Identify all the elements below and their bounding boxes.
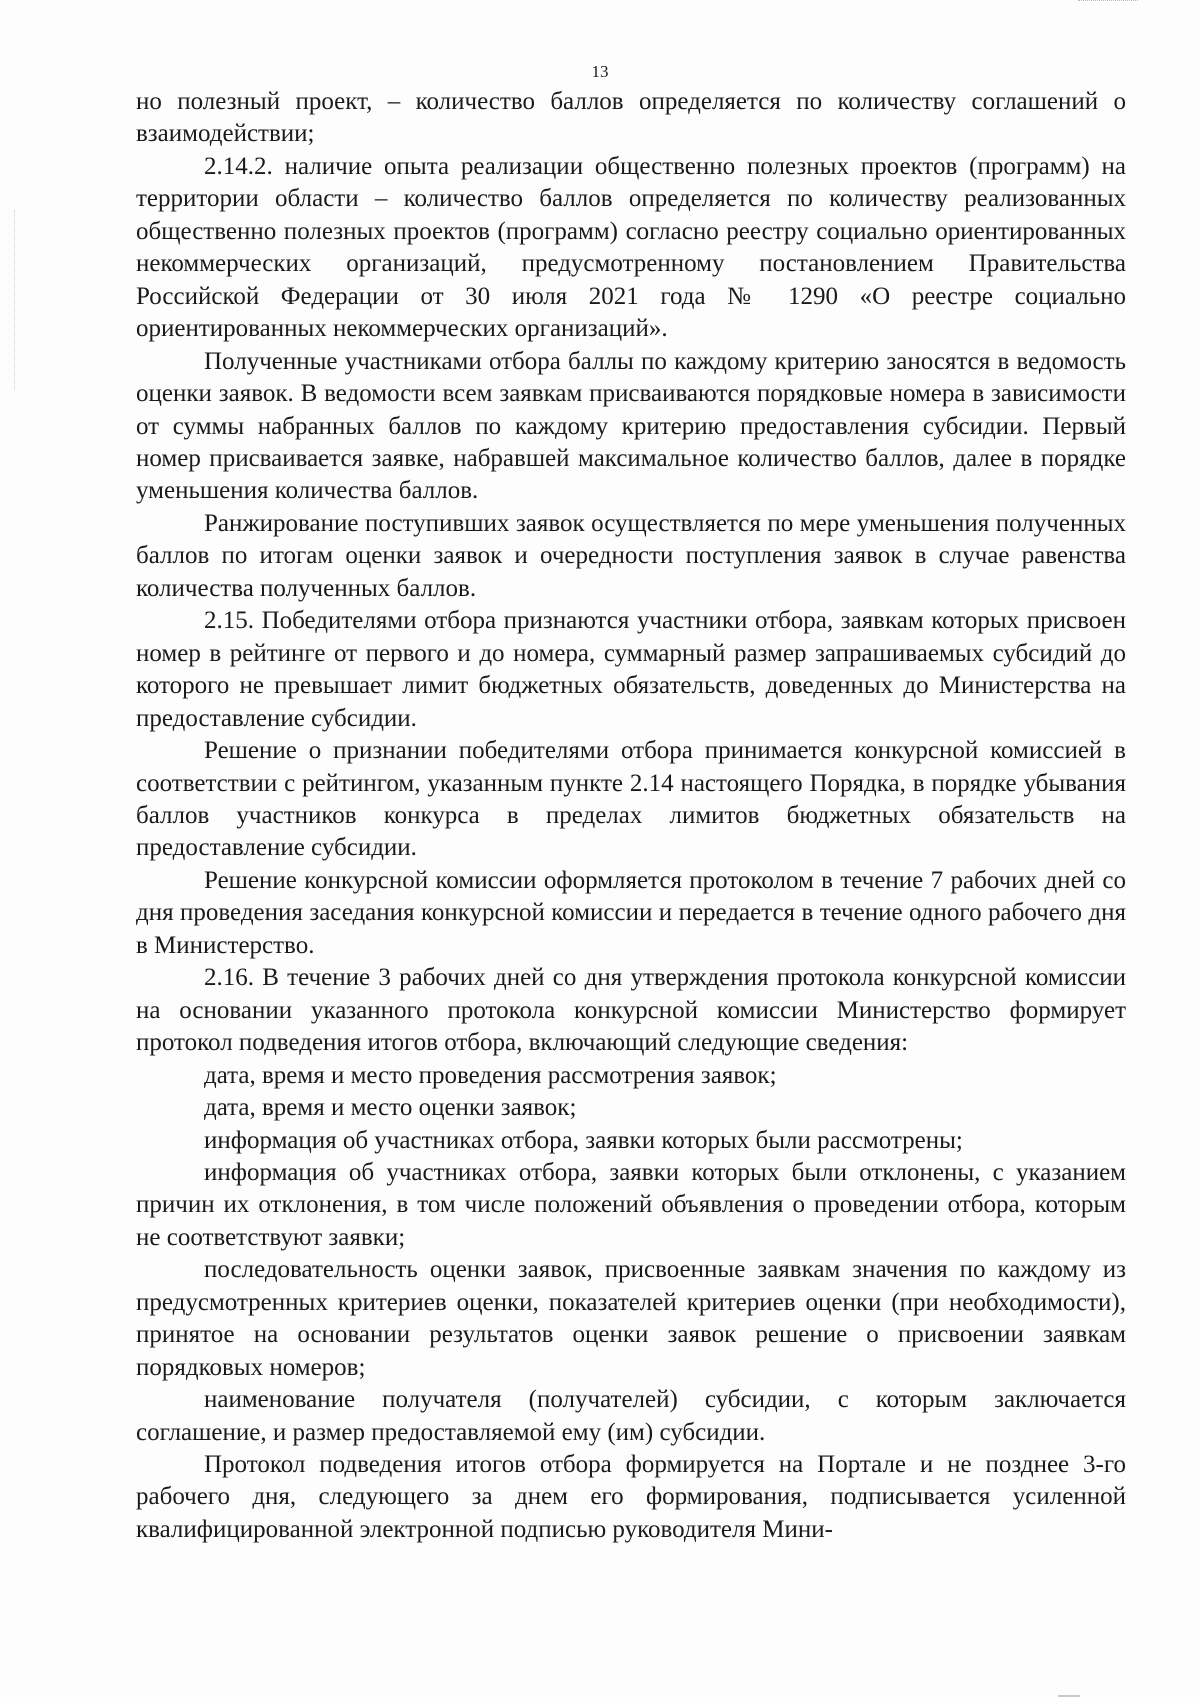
list-item-evaluation-date: дата, время и место оценки заявок;: [204, 1094, 577, 1122]
paragraph-continuation: но полезный проект, – количество баллов определяется по количеству соглашений о взаимодействии;: [136, 88, 1126, 148]
list-item-review-date: дата, время и место проведения рассмотрения заявок;: [204, 1061, 777, 1089]
paragraph-ranking: Ранжирование поступивших заявок осуществляется по мере уменьшения полученных баллов по итогам оценки заявок и очередности поступления заявок в случае равенства количества полученных баллов.: [136, 509, 1126, 602]
paragraph-2-16: 2.16. В течение 3 рабочих дней со дня утверждения протокола конкурсной комиссии на основании указанного протокола конкурсной комиссии Министерство формирует протокол подведения итогов отбора, включающий следующие сведения:: [136, 964, 1126, 1057]
paragraph-commission-protocol: Решение конкурсной комиссии оформляется протоколом в течение 7 рабочих дней со дня проведения заседания конкурсной комиссии и передается в течение одного рабочего дня в Министерство.: [136, 866, 1126, 959]
paragraph-2-14-2: 2.14.2. наличие опыта реализации общественно полезных проектов (программ) на территории области – количество баллов определяется по количеству реализованных общественно полезных проектов (программ) согласно реестру социально ориентированных некоммерческих организаций, предусмотренному постановлением Правительства Российской Федерации от 30 июля 2021 года № 1290 «О реестре социально ориентированных некоммерческих организаций».: [136, 152, 1126, 343]
list-item-rejected-participants: информация об участниках отбора, заявки которых были отклонены, с указанием причин их отклонения, в том числе положений объявления о проведении отбора, которым не соответствуют заявки;: [136, 1158, 1126, 1251]
list-item-reviewed-participants: информация об участниках отбора, заявки которых были рассмотрены;: [204, 1126, 963, 1154]
paragraph-winners-decision: Решение о признании победителями отбора принимается конкурсной комиссией в соответствии с рейтингом, указанным пункте 2.14 настоящего Порядка, в порядке убывания баллов участников конкурса в пределах лимитов бюджетных обязательств на предоставление субсидии.: [136, 737, 1126, 862]
list-item-recipient-name: наименование получателя (получателей) субсидии, с которым заключается соглашение, и размер предоставляемой ему (им) субсидии.: [136, 1386, 1126, 1446]
paragraph-2-15: 2.15. Победителями отбора признаются участники отбора, заявкам которых присвоен номер в рейтинге от первого и до номера, суммарный размер запрашиваемых субсидий до которого не превышает лимит бюджетных обязательств, доведенных до Министерства на предоставление субсидии.: [136, 607, 1126, 732]
scan-artifact-bottom: [1058, 1692, 1080, 1697]
paragraph-scores-recorded: Полученные участниками отбора баллы по каждому критерию заносятся в ведомость оценки заявок. В ведомости всем заявкам присваиваются порядковые номера в зависимости от суммы набранных баллов по каждому критерию предоставления субсидии. Первый номер присваивается заявке, набравшей максимальное количество баллов, далее в порядке уменьшения количества баллов.: [136, 347, 1126, 505]
scan-artifact-top: [1078, 0, 1138, 3]
paragraph-final-protocol: Протокол подведения итогов отбора формируется на Портале и не позднее 3-го рабочего дня, следующего за днем его формирования, подписывается усиленной квалифицированной электронной подписью руководителя Мини-: [136, 1451, 1126, 1543]
document-body: [136, 86, 1126, 1546]
list-item-evaluation-sequence: последовательность оценки заявок, присвоенные заявкам значения по каждому из предусмотренных критериев оценки, показателей критериев оценки (при необходимости), принятое на основании результатов оценки заявок решение о присвоении заявкам порядковых номеров;: [136, 1256, 1126, 1381]
page-number: 13: [591, 62, 609, 81]
scan-artifact-left: [14, 210, 16, 390]
